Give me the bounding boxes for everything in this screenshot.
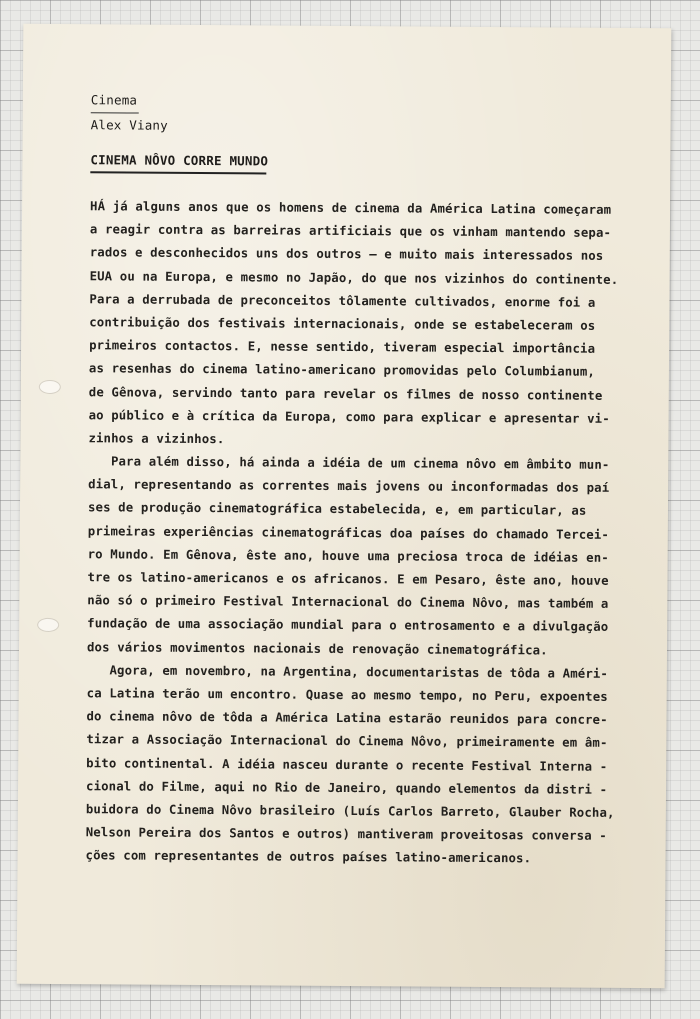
text-line: cional do Filme, aqui no Rio de Janeiro, quando elementos da distri -: [85, 778, 608, 797]
text-line: rados e desconhecidos uns dos outros — e muito mais interessados nos: [89, 245, 604, 264]
article-title: CINEMA NÔVO CORRE MUNDO: [90, 152, 269, 169]
text-line: HÁ já alguns anos que os homens de cinema da América Latina começaram: [90, 199, 612, 217]
text-line: dos vários movimentos nacionais de renovação cinematográfica.: [86, 639, 548, 657]
author-name: Alex Viany: [90, 117, 168, 133]
text-line: EUA ou na Europa, e mesmo no Japão, do que nos vizinhos do continente.: [89, 268, 619, 287]
text-line: ções com representantes de outros países latino-americanos.: [85, 848, 532, 866]
text-line: ca Latina terão um encontro. Quase ao mesmo tempo, no Peru, expoentes: [86, 686, 608, 704]
text-line: Para a derrubada de preconceitos tôlamente cultivados, enorme foi a: [89, 291, 596, 310]
article-body: [85, 195, 650, 871]
text-line: primeiras experiências cinematográficas doa países do chamado Tercei-: [87, 523, 610, 542]
text-line: Agora, em novembro, na Argentina, documentaristas de tôda a Améri-: [86, 662, 609, 681]
text-line: bito continental. A idéia nasceu durante o recente Festival Interna -: [86, 755, 608, 774]
text-line: tizar a Associação Internacional do Cinema Nôvo, primeiramente em âm-: [86, 732, 608, 751]
punch-hole: [37, 618, 59, 632]
text-line: tre os latino-americanos e os africanos. E em Pesaro, êste ano, houve: [87, 570, 609, 588]
typewritten-page: [17, 24, 672, 989]
text-line: as resenhas do cinema latino-americano promovidas pelo Columbianum,: [88, 361, 596, 380]
text-line: contribuição dos festivais internacionais, onde se estabeleceram os: [89, 315, 596, 333]
text-line: ses de produção cinematográfica estabelecida, e, em particular, as: [87, 500, 587, 519]
article-title-block: [90, 149, 268, 174]
text-line: ao público e à crítica da Europa, como para explicar e apresentar vi-: [88, 407, 610, 426]
text-line: ro Mundo. Em Gênova, êste ano, houve uma preciosa troca de idéias en-: [87, 547, 609, 565]
text-line: de Gênova, servindo tanto para revelar os filmes de nosso continente: [88, 384, 603, 403]
page-content: [85, 88, 650, 871]
text-line: não só o primeiro Festival Internacional do Cinema Nôvo, mas também a: [87, 593, 609, 612]
punch-hole: [39, 380, 61, 394]
text-line: a reagir contra as barreiras artificiais que os vinham mantendo sepa-: [89, 222, 612, 241]
text-line: primeiros contactos. E, nesse sentido, tiveram especial importância: [89, 338, 596, 356]
text-line: zinhos a vizinhos.: [88, 431, 225, 447]
text-line: buidora do Cinema Nôvo brasileiro (Luís Carlos Barreto, Glauber Rocha,: [85, 802, 615, 820]
text-line: Nelson Pereira dos Santos e outros) mantiveram proveitosas conversa -: [85, 825, 607, 843]
text-line: do cinema nôvo de tôda a América Latina estarão reunidos para concre-: [86, 709, 608, 727]
section-label: Cinema: [90, 92, 138, 108]
text-line: dial, representando as correntes mais jovens ou inconformadas dos paí: [88, 477, 610, 496]
text-line: Para além disso, há ainda a idéia de um cinema nôvo em âmbito mun-: [88, 454, 610, 472]
text-line: fundação de uma associação mundial para o entrosamento e a divulgação: [87, 616, 609, 635]
